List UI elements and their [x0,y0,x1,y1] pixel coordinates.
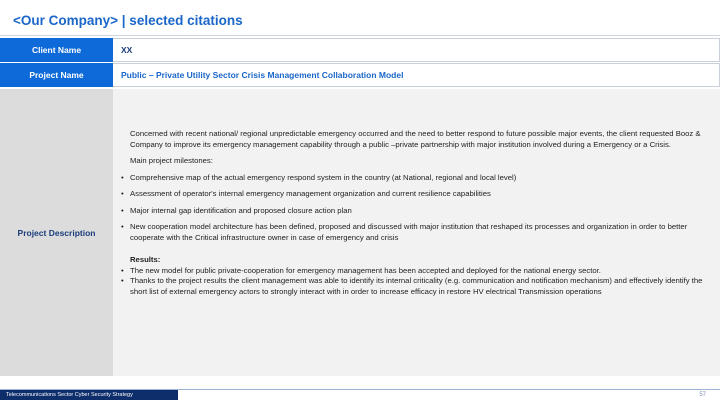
result-item: • Thanks to the project results the client management was able to identify its internal criticality (e.g. communication and notification mechanism) and effectively identify the short list of external emergency actors to strongly interact with in order to increase efficacy in restore HV electrical Transmission operations [121,276,706,297]
description-row [0,89,720,376]
client-label: Client Name [0,38,113,62]
page-title: <Our Company> | selected citations [13,13,243,28]
milestones-list [130,173,706,244]
intro-paragraph: Concerned with recent national/ regional unpredictable emergency occurred and the need to better respond to future possible major events, the client requested Booz & Company to improve its emergency management capability through a public –private partnership with major institution involved during a Emergency or a Crisis. [130,129,701,149]
client-row [0,38,720,62]
milestone-item: • Major internal gap identification and proposed closure action plan [121,206,706,217]
milestones-heading: Main project milestones: [130,156,213,165]
results-heading: Results: [130,255,161,264]
project-row [0,63,720,87]
result-item: • The new model for public private-cooperation for emergency management has been accepted and deployed for the national energy sector. [121,266,706,277]
page-number: 57 [699,392,706,398]
milestone-item: • Assessment of operator's internal emergency management organization and current resilience capabilities [121,189,706,200]
results-list [130,266,706,298]
project-label: Project Name [0,63,113,87]
footer-label: Telecommunications Sector Cyber Security Strategy [0,390,178,400]
milestone-item: • New cooperation model architecture has been defined, proposed and discussed with major institution that reshaped its processes and organization in order to better cooperate with the Critical infrastructure owner in case of emergency and crisis [121,222,706,243]
description-body [113,89,720,376]
description-label: Project Description [0,89,113,376]
title-divider [0,35,720,36]
client-value: XX [113,38,720,62]
milestone-item: • Comprehensive map of the actual emergency respond system in the country (at National, regional and local level) [121,173,706,184]
project-value: Public – Private Utility Sector Crisis Management Collaboration Model [113,63,720,87]
